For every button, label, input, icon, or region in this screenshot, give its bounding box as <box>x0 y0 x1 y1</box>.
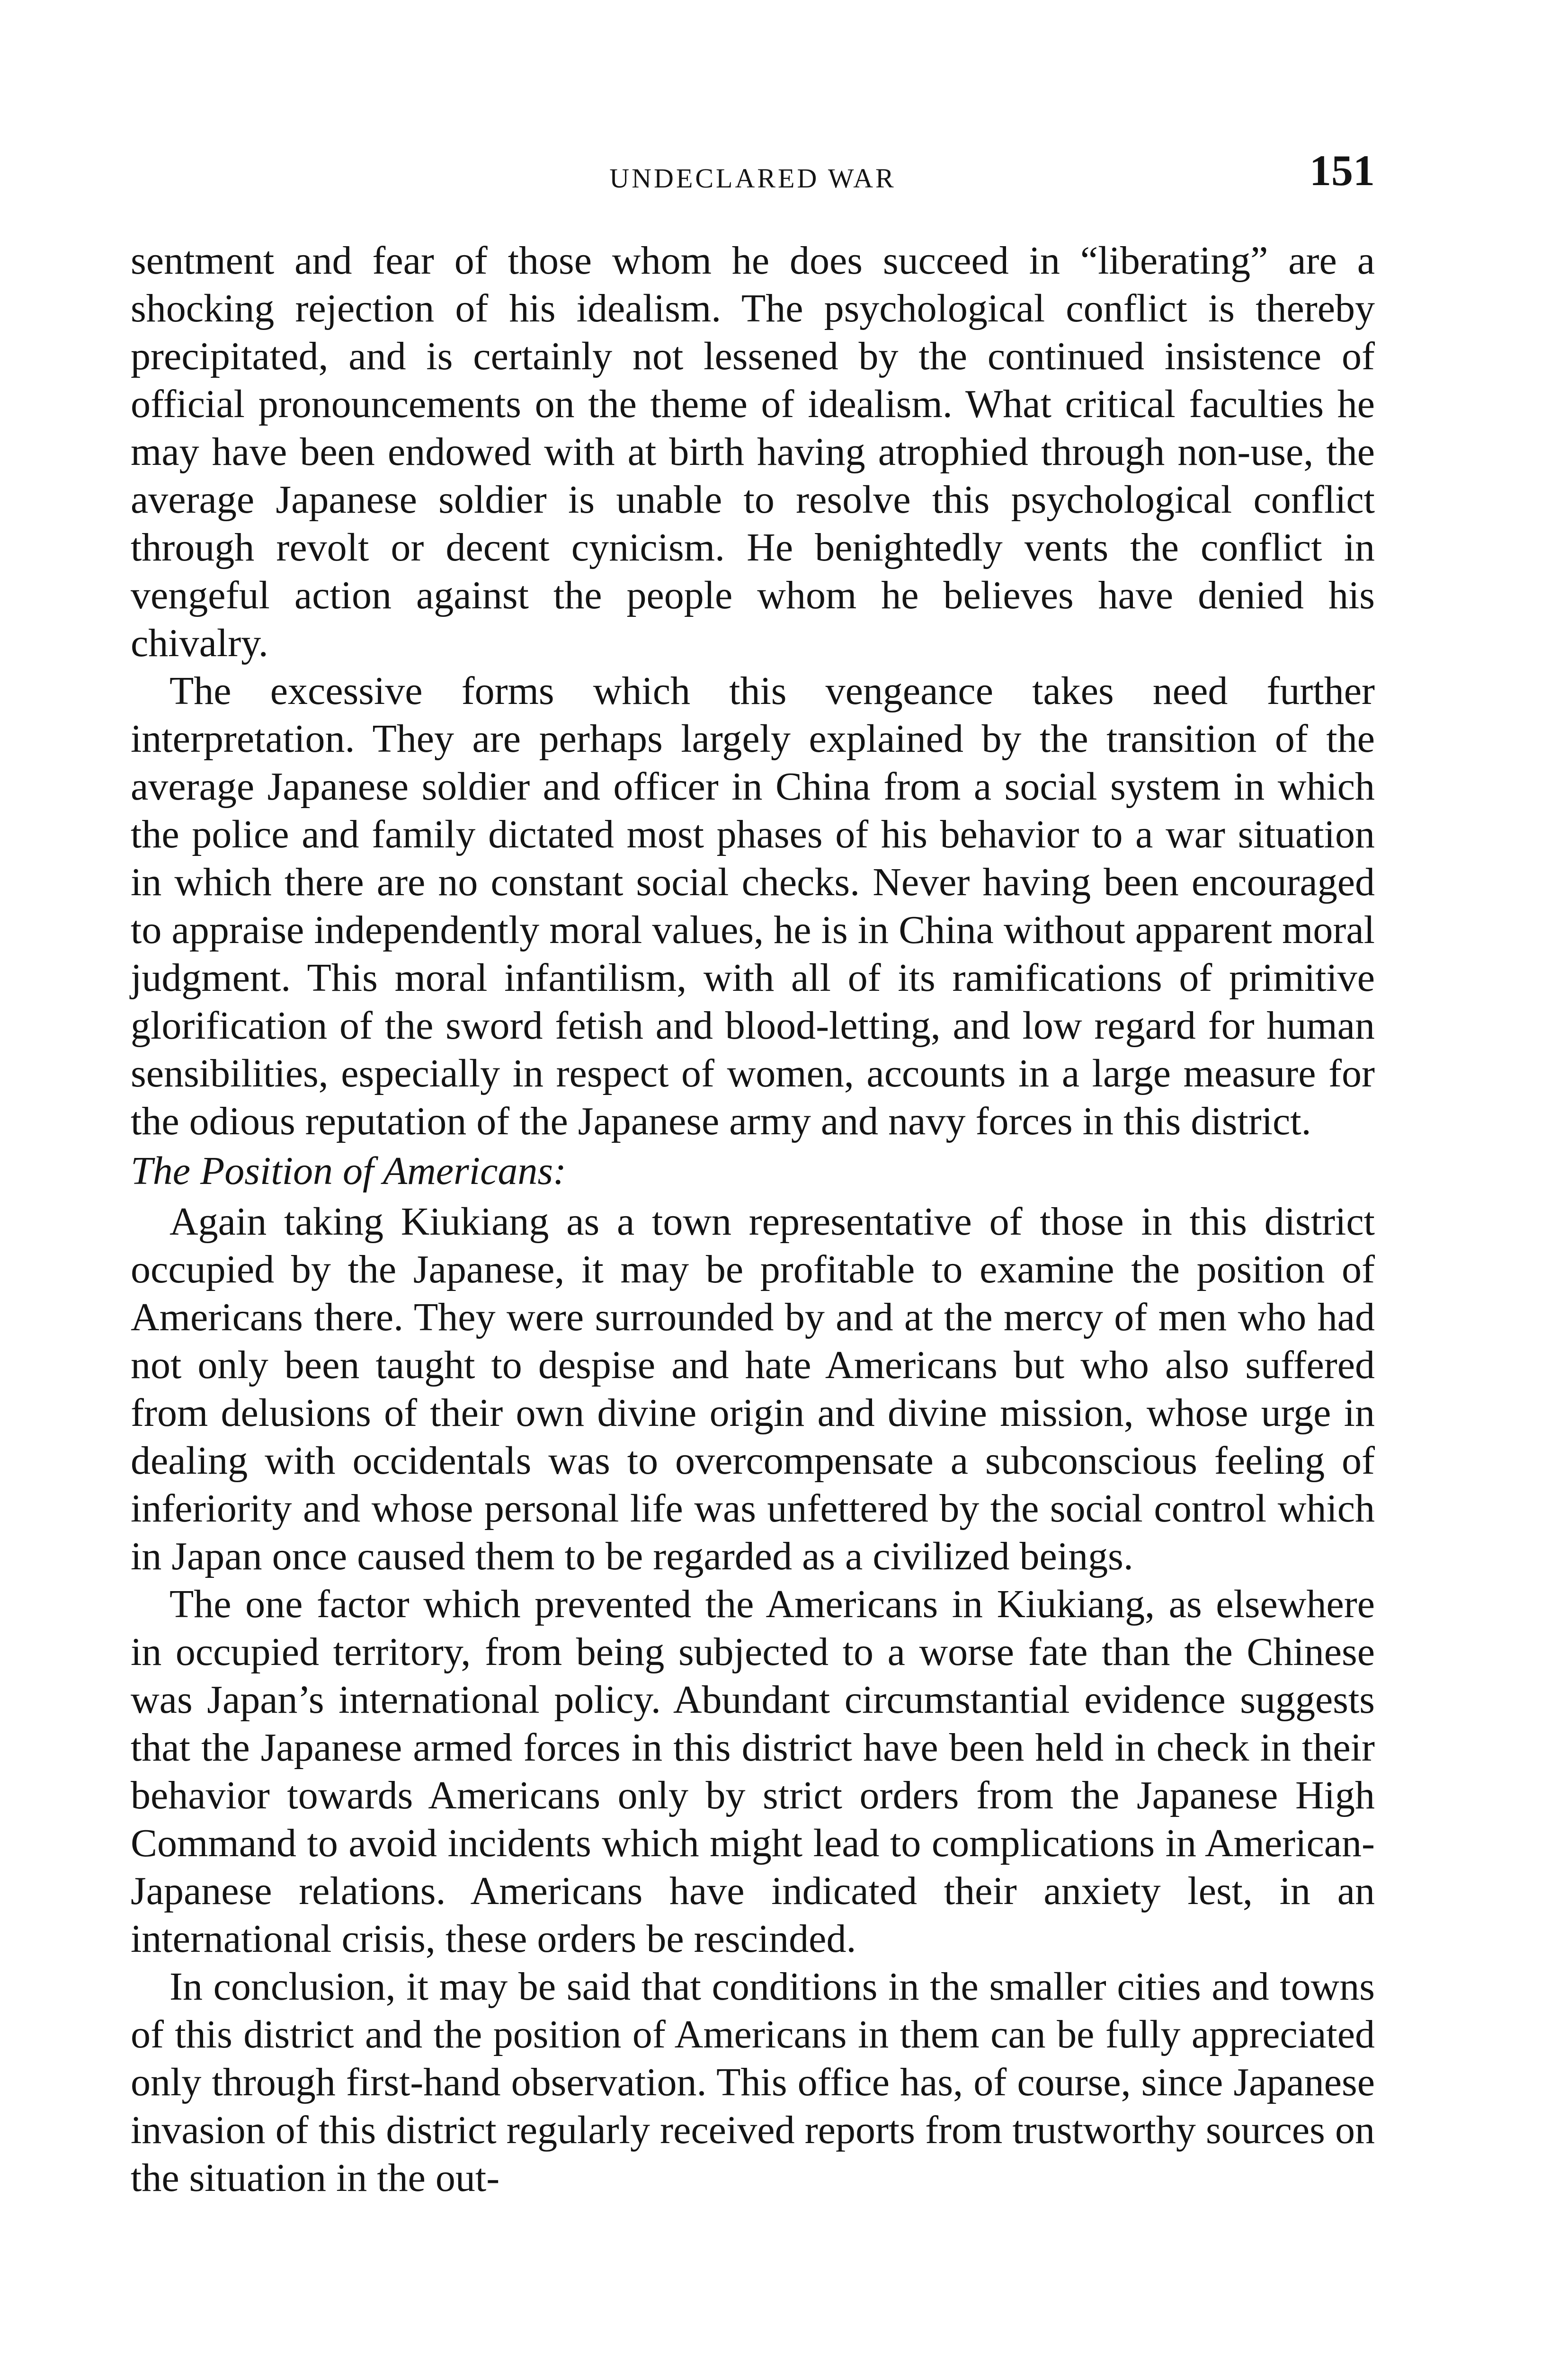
page-number: 151 <box>1310 146 1375 195</box>
paragraph-continued: sentment and fear of those whom he does succeed in “liberating” are a shocking rejection of his idealism. The psychological conflict is thereby precipitated, and is certainly not lessened by the continued insistence of official pronouncements on the theme of idealism. What critical faculties he may have been endowed with at birth having atrophied through non-use, the average Japanese soldier is unable to resolve this psychological conflict through revolt or decent cynicism. He benightedly vents the conflict in vengeful action against the people whom he believes have denied his chivalry. <box>131 239 1375 665</box>
paragraph-international-policy: The one factor which prevented the Americans in Kiukiang, as elsewhere in occupied territory, from being subjected to a worse fate than the Chinese was Japan’s international policy. Abundant circumstantial evidence suggests that the Japanese armed forces in this district have been held in check in their behavior towards Americans only by strict orders from the Japanese High Command to avoid incidents which might lead to complications in American-Japanese relations. Americans have indicated their anxiety lest, in an international crisis, these orders be rescinded. <box>131 1582 1375 1961</box>
paragraph-vengeance: The excessive forms which this vengeance takes need further interpretation. They are perhaps largely explained by the transition of the average Japanese soldier and officer in China from a social system in which the police and family dictated most phases of his behavior to a war situation in which there are no constant social checks. Never having been encouraged to appraise independently moral values, he is in China without apparent moral judgment. This moral infantilism, with all of its ramifications of primitive glorification of the sword fetish and blood-letting, and low regard for human sensibilities, especially in respect of women, accounts in a large measure for the odious reputation of the Japanese army and navy forces in this district. <box>131 669 1375 1143</box>
running-head <box>131 142 1375 199</box>
paragraph-conclusion: In conclusion, it may be said that conditions in the smaller cities and towns of this district and the position of Americans in them can be fully appreciated only through first-hand observation. This office has, of course, since Japanese invasion of this district regularly received reports from trustworthy sources on the situation in the out- <box>131 1965 1375 2200</box>
body-text <box>131 237 1375 2202</box>
section-heading: The Position of Americans: <box>131 1149 567 1193</box>
running-title: UNDECLARED WAR <box>609 163 896 194</box>
paragraph-kiukiang: Again taking Kiukiang as a town representative of those in this district occupied by the Japanese, it may be profitable to examine the position of Americans there. They were surrounded by and at the mercy of men who had not only been taught to despise and hate Americans but who also suffered from delusions of their own divine origin and divine mission, whose urge in dealing with occidentals was to overcompensate a subconscious feeling of inferiority and whose personal life was unfettered by the social control which in Japan once caused them to be regarded as a civilized beings. <box>131 1200 1375 1578</box>
